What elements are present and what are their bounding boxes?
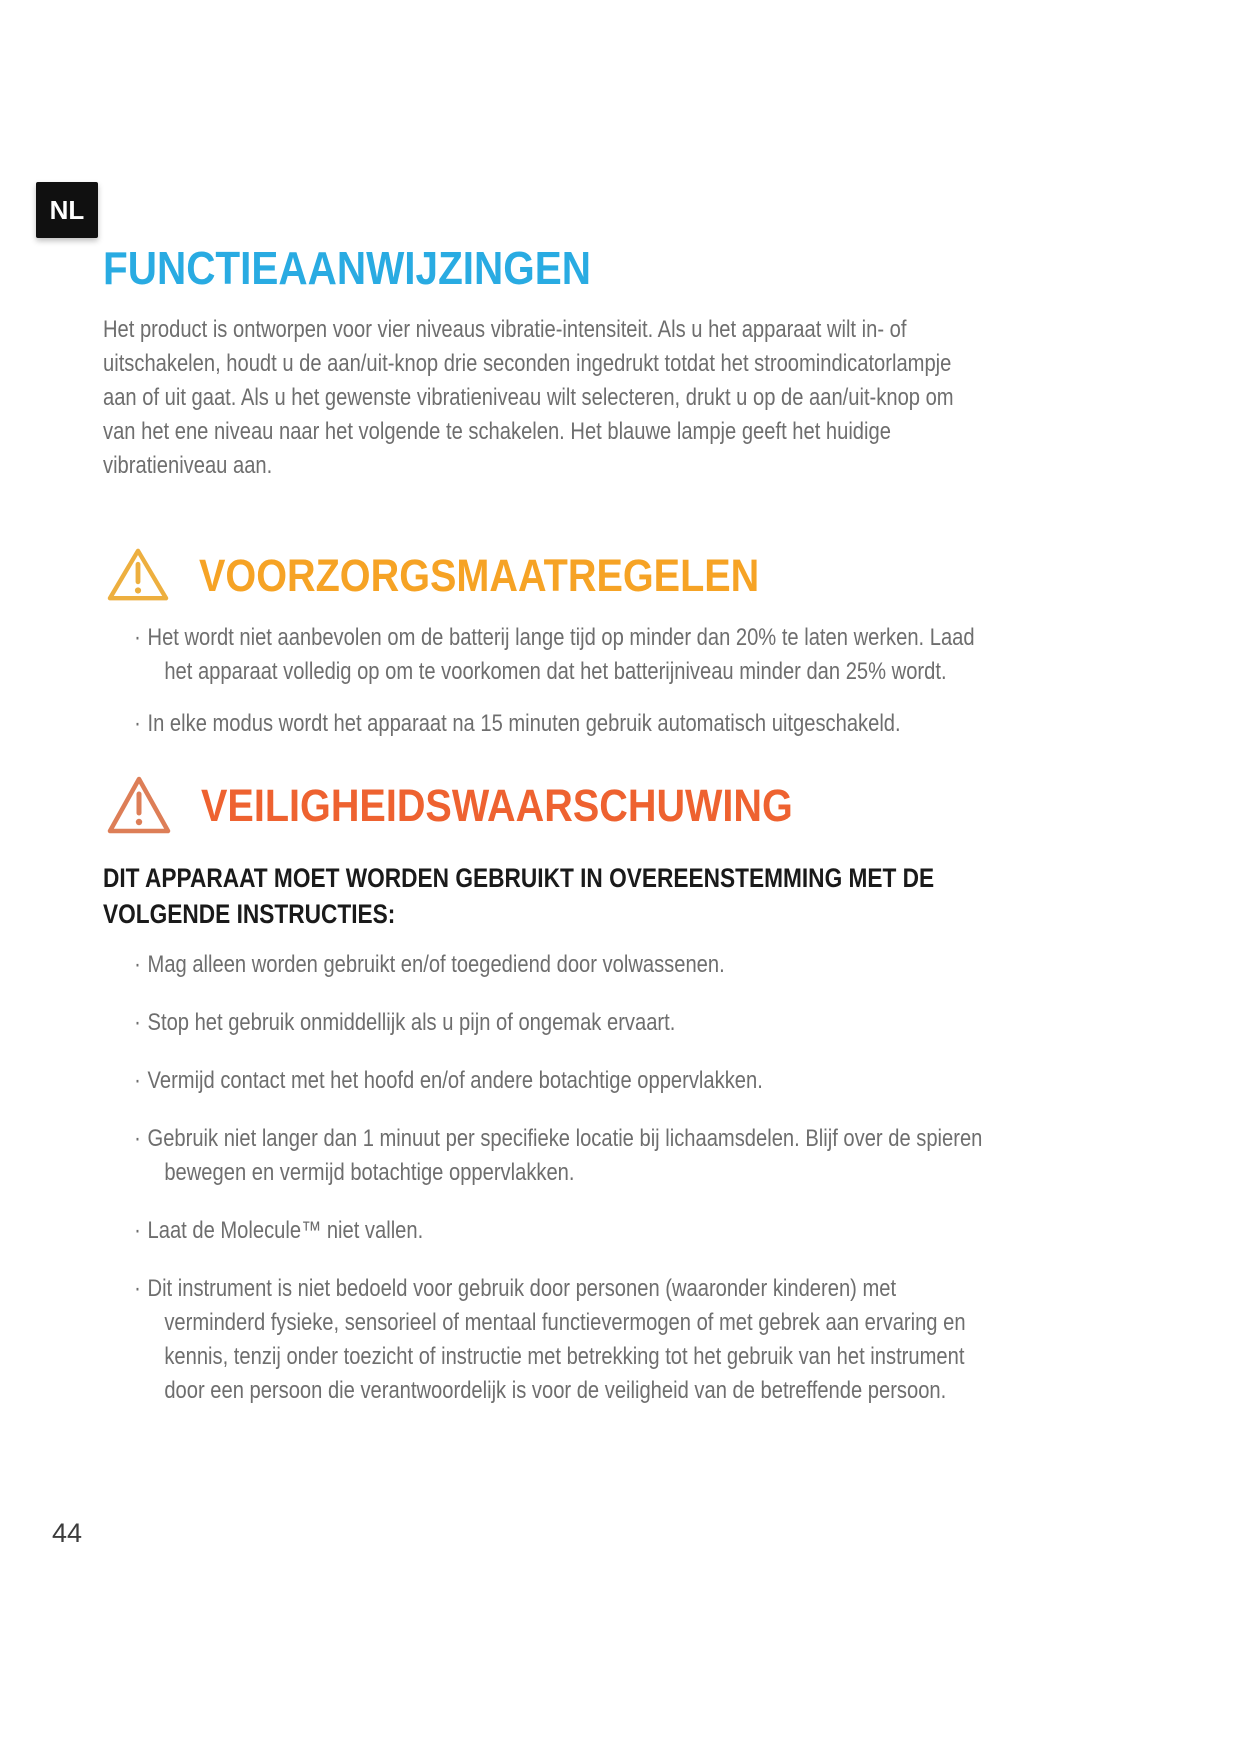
language-badge-label: NL xyxy=(49,194,85,225)
list-item xyxy=(134,1006,999,1040)
precautions-section-header xyxy=(103,545,1241,605)
bullet-marker: · xyxy=(134,1009,141,1036)
list-item xyxy=(134,1122,999,1190)
bullet-marker: · xyxy=(134,1067,141,1094)
functions-body-paragraph: Het product is ontworpen voor vier niveaus vibratie-intensiteit. Als u het apparaat wilt in- of uitschakelen, houdt u de aan/uit-knop drie seconden ingedrukt totdat het stroomindicatorlampje aan of uit gaat. Als u het gewenste vibratieniveau wilt selecteren, drukt u op de aan/uit-knop om van het ene niveau naar het volgende te schakelen. Het blauwe lampje geeft het huidige vibratieniveau aan. xyxy=(103,316,954,479)
language-badge xyxy=(36,182,98,238)
list-item-text: Het wordt niet aanbevolen om de batterij lange tijd op minder dan 20% te laten werken. Laad het apparaat volledig op om te voorkomen dat het batterijniveau minder dan 25% wordt. xyxy=(147,624,975,685)
page-number: 44 xyxy=(52,1518,83,1548)
bullet-marker: · xyxy=(134,951,141,978)
list-item xyxy=(134,1214,999,1248)
bullet-marker: · xyxy=(134,710,141,737)
safety-subtitle-line1: DIT APPARAAT MOET WORDEN GEBRUIKT IN OVEREENSTEMMING MET DE xyxy=(103,863,935,893)
bullet-marker: · xyxy=(134,1125,141,1152)
list-item-text: Vermijd contact met het hoofd en/of andere botachtige oppervlakken. xyxy=(147,1067,763,1094)
list-item-text: In elke modus wordt het apparaat na 15 minuten gebruik automatisch uitgeschakeld. xyxy=(147,710,901,737)
safety-subtitle xyxy=(103,860,968,932)
warning-triangle-icon xyxy=(103,772,175,838)
list-item-text: Laat de Molecule™ niet vallen. xyxy=(147,1217,424,1244)
safety-subtitle-line2: VOLGENDE INSTRUCTIES: xyxy=(103,899,396,929)
safety-section-header xyxy=(103,772,1241,838)
safety-list xyxy=(103,948,999,1408)
safety-section-title: VEILIGHEIDSWAARSCHUWING xyxy=(201,779,793,831)
list-item-text: Mag alleen worden gebruikt en/of toegediend door volwassenen. xyxy=(147,951,725,978)
page-title xyxy=(103,0,1241,294)
list-item xyxy=(134,1272,999,1408)
precautions-list xyxy=(103,621,999,741)
warning-triangle-icon xyxy=(103,545,173,605)
bullet-marker: · xyxy=(134,624,141,651)
precautions-section-title: VOORZORGSMAATREGELEN xyxy=(199,549,760,601)
list-item xyxy=(134,1064,999,1098)
list-item xyxy=(134,707,999,741)
list-item-text: Stop het gebruik onmiddellijk als u pijn of ongemak ervaart. xyxy=(147,1009,676,1036)
list-item-text: Dit instrument is niet bedoeld voor gebruik door personen (waaronder kinderen) met verminderd fysieke, sensorieel of mentaal functievermogen of met gebrek aan ervaring en kennis, tenzij onder toezicht of instructie met betrekking tot het gebruik van het instrument door een persoon die verantwoordelijk is voor de veiligheid van de betreffende persoon. xyxy=(147,1275,966,1404)
list-item-text: Gebruik niet langer dan 1 minuut per specifieke locatie bij lichaamsdelen. Blijf over de spieren bewegen en vermijd botachtige oppervlakken. xyxy=(147,1125,983,1186)
page-title-text: FUNCTIEAANWIJZINGEN xyxy=(103,242,592,294)
list-item xyxy=(134,621,999,689)
bullet-marker: · xyxy=(134,1217,141,1244)
list-item xyxy=(134,948,999,982)
bullet-marker: · xyxy=(134,1275,141,1302)
